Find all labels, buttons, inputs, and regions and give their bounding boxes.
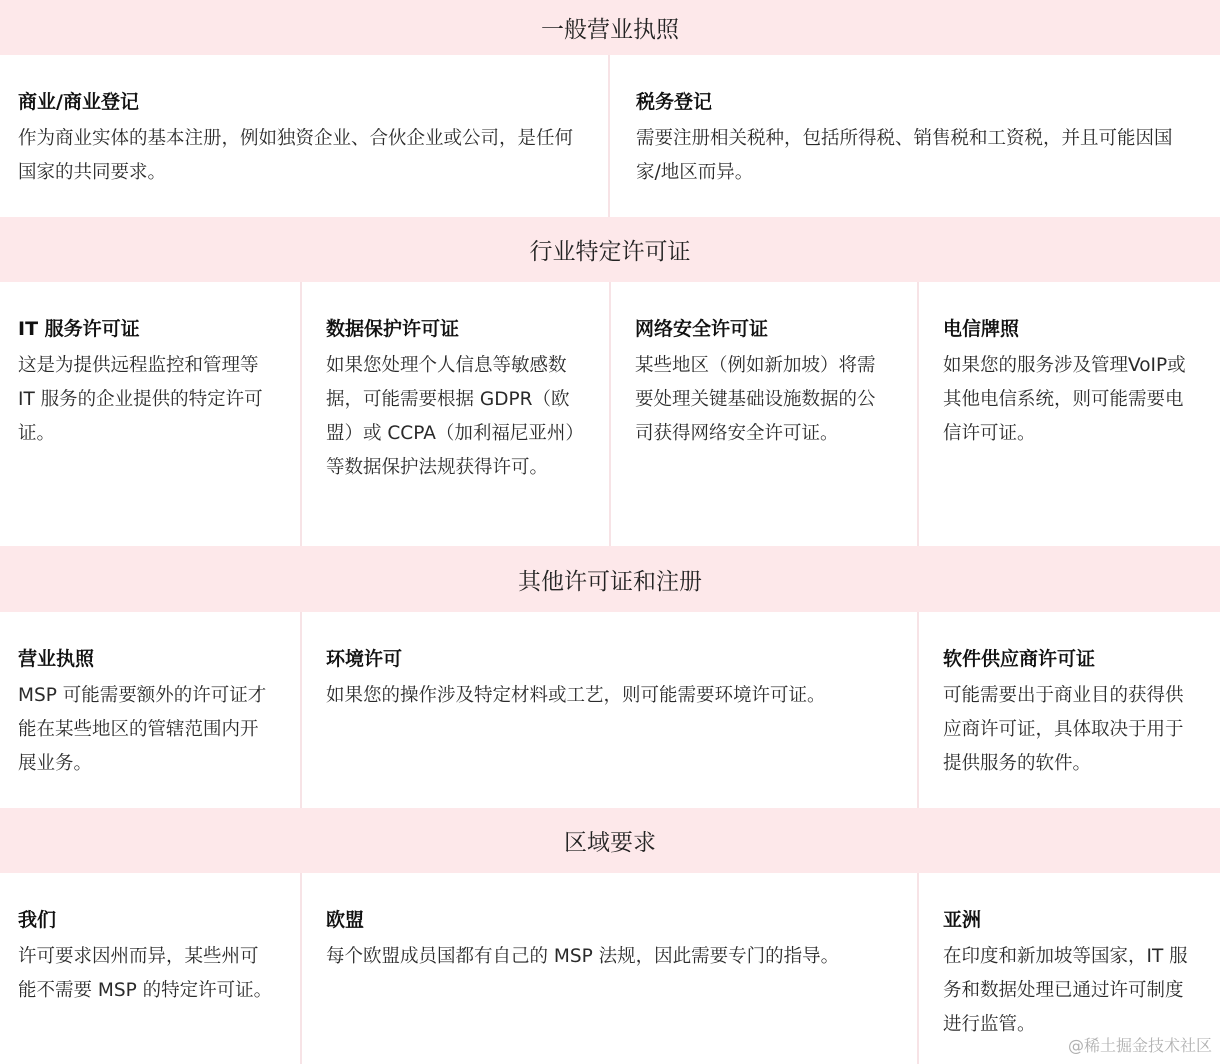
card-title: IT 服务许可证: [18, 318, 140, 340]
card-telecom-license: [917, 282, 1220, 546]
card-software-vendor-license: [917, 612, 1220, 808]
card-description: 需要注册相关税种，包括所得税、销售税和工资税，并且可能因国家/地区而异。: [636, 128, 1173, 183]
card-title: 电信牌照: [943, 318, 1020, 340]
section-row-regional-requirements: [0, 873, 1220, 1064]
section-title: 其他许可证和注册: [518, 568, 702, 595]
section-title: 一般营业执照: [541, 17, 679, 43]
card-description: 如果您的操作涉及特定材料或工艺，则可能需要环境许可证。: [326, 685, 826, 706]
card-title: 税务登记: [636, 91, 713, 113]
card-title: 亚洲: [943, 909, 982, 931]
card-title: 商业/商业登记: [18, 91, 139, 113]
card-description: 如果您处理个人信息等敏感数据，可能需要根据 GDPR（欧盟）或 CCPA（加利福尼亚州）等数据保护法规获得许可。: [326, 355, 584, 478]
card-tax-registration: [608, 55, 1220, 217]
card-title: 数据保护许可证: [326, 318, 460, 340]
section-header-other-licenses: [0, 546, 1220, 612]
card-description: 如果您的服务涉及管理VoIP或其他电信系统，则可能需要电信许可证。: [943, 355, 1186, 444]
section-title: 行业特定许可证: [529, 239, 691, 265]
card-description: 许可要求因州而异，某些州可能不需要 MSP 的特定许可证。: [18, 946, 273, 1001]
card-title: 环境许可: [326, 648, 403, 670]
card-description: MSP 可能需要额外的许可证才能在某些地区的管辖范围内开展业务。: [18, 685, 267, 774]
section-row-industry-licenses: [0, 282, 1220, 546]
card-business-registration: [0, 55, 610, 217]
card-it-services-license: [0, 282, 301, 546]
card-environmental-permit: [300, 612, 918, 808]
card-region-eu: [300, 873, 918, 1064]
card-description: 作为商业实体的基本注册，例如独资企业、合伙企业或公司，是任何国家的共同要求。: [18, 128, 574, 183]
section-row-other-licenses: [0, 612, 1220, 808]
card-description: 在印度和新加坡等国家，IT 服务和数据处理已通过许可制度进行监管。: [943, 946, 1188, 1035]
section-header-general-licenses: [0, 0, 1220, 55]
card-description: 某些地区（例如新加坡）将需要处理关键基础设施数据的公司获得网络安全许可证。: [635, 355, 876, 444]
card-title: 欧盟: [326, 909, 365, 931]
card-description: 可能需要出于商业目的获得供应商许可证，具体取决于用于提供服务的软件。: [943, 685, 1184, 774]
card-title: 营业执照: [18, 648, 95, 670]
section-header-regional-requirements: [0, 808, 1220, 873]
watermark: @稀土掘金技术社区: [1067, 1036, 1212, 1055]
card-business-license: [0, 612, 301, 808]
card-title: 我们: [18, 909, 57, 931]
section-title: 区域要求: [564, 830, 656, 856]
card-description: 每个欧盟成员国都有自己的 MSP 法规，因此需要专门的指导。: [326, 946, 840, 967]
card-description: 这是为提供远程监控和管理等 IT 服务的企业提供的特定许可证。: [18, 355, 263, 444]
card-title: 网络安全许可证: [635, 318, 769, 340]
section-header-industry-licenses: [0, 217, 1220, 282]
card-cybersecurity-license: [609, 282, 918, 546]
card-title: 软件供应商许可证: [943, 648, 1096, 670]
card-region-us: [0, 873, 301, 1064]
card-data-protection-license: [300, 282, 610, 546]
section-row-general-licenses: [0, 55, 1220, 217]
